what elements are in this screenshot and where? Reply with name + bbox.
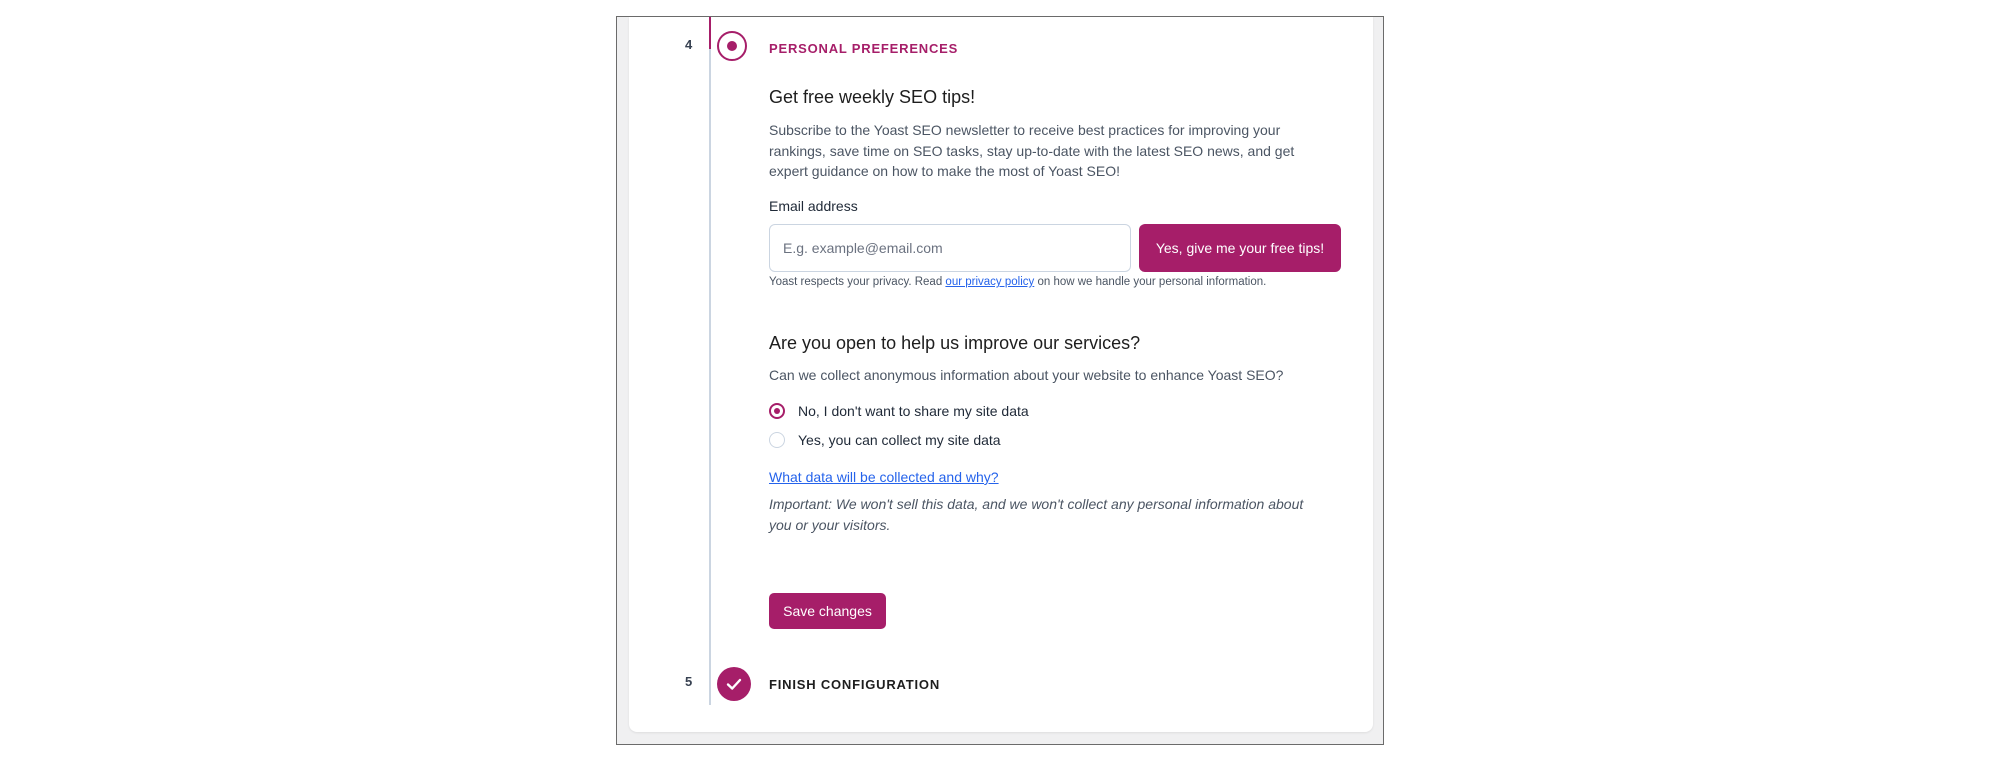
subscribe-button[interactable]: Yes, give me your free tips! [1139, 224, 1341, 272]
radio-no-icon[interactable] [769, 403, 785, 419]
step-4-title[interactable]: PERSONAL PREFERENCES [769, 41, 959, 56]
tracking-heading: Are you open to help us improve our services? [769, 333, 1141, 353]
step-5-number: 5 [685, 674, 693, 689]
window-frame [616, 16, 1384, 745]
email-input[interactable] [769, 224, 1131, 272]
step-active-icon [717, 31, 747, 61]
newsletter-heading: Get free weekly SEO tips! [769, 87, 976, 107]
radio-option-yes[interactable] [769, 432, 1001, 448]
privacy-note [769, 276, 1266, 288]
step-complete-icon [717, 667, 751, 701]
radio-option-no[interactable] [769, 403, 1029, 419]
step-5-title[interactable]: FINISH CONFIGURATION [769, 677, 941, 692]
radio-no-label: No, I don't want to share my site data [798, 403, 1029, 419]
privacy-policy-link[interactable]: our privacy policy [945, 276, 1035, 288]
newsletter-description: Subscribe to the Yoast SEO newsletter to receive best practices for improving your rankings, save time on SEO tasks, stay up-to-date with the latest SEO news, and get expert guidance on how to make the most of Yoast SEO! [769, 122, 1295, 179]
privacy-suffix: on how we handle your personal information. [1034, 276, 1267, 288]
checkmark-icon [726, 676, 742, 692]
tracking-description: Can we collect anonymous information about your website to enhance Yoast SEO? [769, 367, 1284, 383]
timeline-active-segment [709, 17, 711, 49]
radio-yes-icon[interactable] [769, 432, 785, 448]
step-active-dot [727, 41, 737, 51]
email-label: Email address [769, 198, 858, 214]
privacy-prefix: Yoast respects your privacy. Read [769, 276, 946, 288]
radio-yes-label: Yes, you can collect my site data [798, 432, 1001, 448]
configuration-card [629, 17, 1373, 732]
step-4-number: 4 [685, 37, 693, 52]
data-collection-link[interactable]: What data will be collected and why? [769, 469, 999, 485]
save-changes-button[interactable]: Save changes [769, 593, 886, 629]
tracking-note: Important: We won't sell this data, and we won't collect any personal information about you or your visitors. [769, 496, 1304, 533]
timeline-line [709, 49, 711, 705]
